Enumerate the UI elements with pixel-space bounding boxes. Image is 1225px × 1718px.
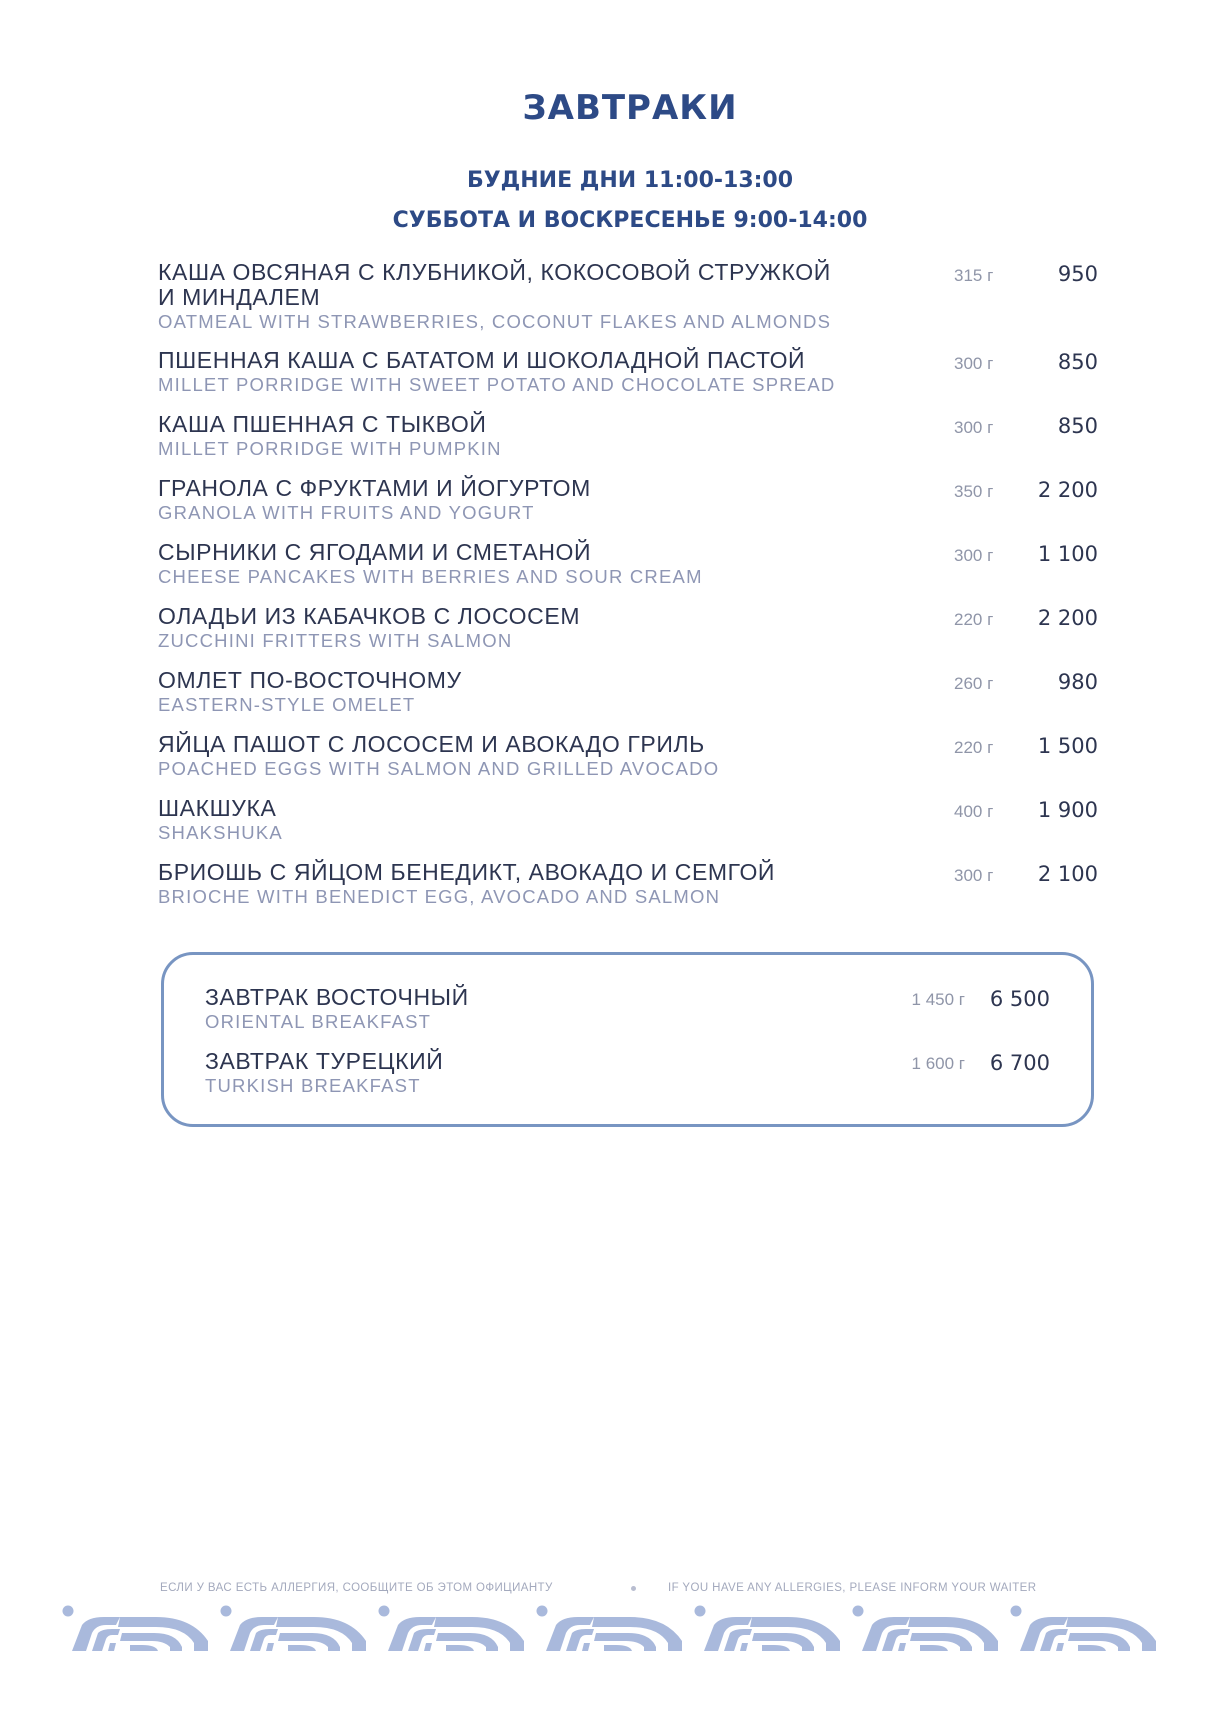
item-name-en: POACHED EGGS WITH SALMON AND GRILLED AVOCADO xyxy=(158,758,720,779)
item-name-en: GRANOLA WITH FRUITS AND YOGURT xyxy=(158,502,535,523)
item-weight: 220 г xyxy=(954,610,994,629)
item-price: 2 200 xyxy=(1037,478,1098,502)
allergy-notice-ru: ЕСЛИ У ВАС ЕСТЬ АЛЛЕРГИЯ, СООБЩИТЕ ОБ ЭТОМ ОФИЦИАНТУ xyxy=(160,1582,553,1594)
item-price: 850 xyxy=(1057,350,1098,374)
combo-item xyxy=(205,985,1050,1049)
combo-item xyxy=(205,1049,1050,1113)
wave-motif xyxy=(221,1606,367,1652)
menu-item xyxy=(158,860,1098,924)
menu-list xyxy=(158,260,1098,924)
menu-item xyxy=(158,796,1098,860)
menu-item xyxy=(158,260,1098,348)
item-price: 1 900 xyxy=(1037,798,1098,822)
item-name-ru: ОМЛЕТ ПО-ВОСТОЧНОМУ xyxy=(158,667,462,693)
menu-item xyxy=(158,348,1098,412)
menu-item xyxy=(158,732,1098,796)
item-weight: 260 г xyxy=(954,674,994,693)
item-name-ru: ЯЙЦА ПАШОТ С ЛОСОСЕМ И АВОКАДО ГРИЛЬ xyxy=(158,731,705,757)
menu-item xyxy=(158,412,1098,476)
wave-motif xyxy=(853,1606,999,1652)
item-price: 980 xyxy=(1057,670,1098,694)
item-name-ru: ГРАНОЛА С ФРУКТАМИ И ЙОГУРТОМ xyxy=(158,475,591,501)
wave-motif xyxy=(63,1606,209,1652)
item-name-ru: СЫРНИКИ С ЯГОДАМИ И СМЕТАНОЙ xyxy=(158,539,592,565)
item-weight: 300 г xyxy=(954,546,994,565)
item-weight: 315 г xyxy=(954,266,994,285)
item-name-en: SHAKSHUKA xyxy=(158,822,283,843)
item-weight: 400 г xyxy=(954,802,994,821)
item-price: 850 xyxy=(1057,414,1098,438)
item-name-en: EASTERN-STYLE OMELET xyxy=(158,694,416,715)
wave-motif xyxy=(695,1606,841,1652)
combo-name-ru: ЗАВТРАК ТУРЕЦКИЙ xyxy=(205,1048,444,1074)
item-name-en: MILLET PORRIDGE WITH PUMPKIN xyxy=(158,438,502,459)
menu-item xyxy=(158,540,1098,604)
menu-item xyxy=(158,668,1098,732)
item-name-en: CHEESE PANCAKES WITH BERRIES AND SOUR CREAM xyxy=(158,566,703,587)
item-name-ru: КАША ОВСЯНАЯ С КЛУБНИКОЙ, КОКОСОВОЙ СТРУЖКОЙ И МИНДАЛЕМ xyxy=(158,259,831,310)
item-weight: 300 г xyxy=(954,418,994,437)
item-name-ru: ОЛАДЬИ ИЗ КАБАЧКОВ С ЛОСОСЕМ xyxy=(158,603,581,629)
menu-item xyxy=(158,476,1098,540)
item-name-en: BRIOCHE WITH BENEDICT EGG, AVOCADO AND SALMON xyxy=(158,886,721,907)
combo-name-en: ORIENTAL BREAKFAST xyxy=(205,1011,432,1032)
wave-motif xyxy=(537,1606,683,1652)
item-price: 1 100 xyxy=(1037,542,1098,566)
item-weight: 300 г xyxy=(954,354,994,373)
item-name-en: ZUCCHINI FRITTERS WITH SALMON xyxy=(158,630,513,651)
item-weight: 300 г xyxy=(954,866,994,885)
combo-weight: 1 600 г xyxy=(911,1054,965,1073)
item-price: 950 xyxy=(1057,262,1098,286)
menu-item xyxy=(158,604,1098,668)
combo-price: 6 700 xyxy=(989,1051,1050,1075)
hours-weekdays: БУДНИЕ ДНИ 11:00-13:00 xyxy=(466,168,794,193)
allergy-notice-en: IF YOU HAVE ANY ALLERGIES, PLEASE INFORM YOUR WAITER xyxy=(668,1582,1037,1594)
item-price: 1 500 xyxy=(1037,734,1098,758)
combo-price: 6 500 xyxy=(989,987,1050,1011)
page-title: ЗАВТРАКИ xyxy=(522,88,738,128)
item-name-en: OATMEAL WITH STRAWBERRIES, COCONUT FLAKES AND ALMONDS xyxy=(158,311,832,332)
item-weight: 220 г xyxy=(954,738,994,757)
item-name-ru: КАША ПШЕННАЯ С ТЫКВОЙ xyxy=(158,411,487,437)
combo-breakfast-box xyxy=(161,952,1094,1127)
wave-motif xyxy=(379,1606,525,1652)
combo-list xyxy=(205,985,1050,1113)
item-price: 2 100 xyxy=(1037,862,1098,886)
wave-motif xyxy=(1011,1606,1157,1652)
item-weight: 350 г xyxy=(954,482,994,501)
decorative-wave-pattern xyxy=(60,1603,1165,1651)
separator-dot xyxy=(631,1586,636,1591)
item-name-en: MILLET PORRIDGE WITH SWEET POTATO AND CHOCOLATE SPREAD xyxy=(158,374,836,395)
hours-weekend: СУББОТА И ВОСКРЕСЕНЬЕ 9:00-14:00 xyxy=(392,208,868,233)
item-name-ru: ШАКШУКА xyxy=(158,795,277,821)
combo-name-ru: ЗАВТРАК ВОСТОЧНЫЙ xyxy=(205,984,469,1010)
combo-weight: 1 450 г xyxy=(911,990,965,1009)
item-price: 2 200 xyxy=(1037,606,1098,630)
combo-name-en: TURKISH BREAKFAST xyxy=(205,1075,421,1096)
item-name-ru: ПШЕННАЯ КАША С БАТАТОМ И ШОКОЛАДНОЙ ПАСТОЙ xyxy=(158,347,806,373)
item-name-ru: БРИОШЬ С ЯЙЦОМ БЕНЕДИКТ, АВОКАДО И СЕМГОЙ xyxy=(158,859,776,885)
